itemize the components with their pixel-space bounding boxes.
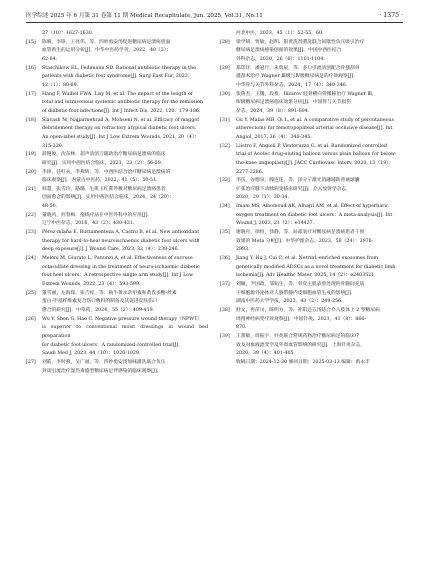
reference-line: 糖尿病足溃疡感染创面的效果[J]．中国中西医结合	[236, 48, 342, 54]
reference-line: 中华骨与关节外科杂志，2024，17（4）：340-346.	[236, 82, 348, 88]
reference-line: Gu Y, Malas MB, Qi L, et al. A comparative study of percutaneous	[236, 117, 394, 123]
reference-text	[42, 39, 208, 65]
reference-line: 董晓风，何春梅．拖线疗法在中医外科中的应用[J]．	[42, 212, 153, 218]
reference-number: [21]	[26, 186, 36, 192]
reference-item	[26, 117, 208, 152]
reference-line: 62-64.	[42, 56, 58, 62]
reference-line: 郑印详，潘冠月，朱瑞辰，等．多口引流清创配合骨搔刮骨	[236, 65, 360, 71]
reference-text	[42, 91, 208, 117]
reference-number: [36]	[220, 256, 230, 262]
reference-line: 薛艳俊，沈东林．超声清创刀辅助治疗糖尿病足溃疡的临床	[42, 152, 166, 158]
reference-line: 王蕾敏，周振宇．针灸联合常规药物治疗糖尿病足的临床疗	[236, 333, 360, 339]
reference-line: 临床观察[J]．内蒙古中医药，2022，41（5）：50-51.	[42, 178, 158, 184]
reference-item	[26, 91, 208, 117]
reference-line: deep exposure[J]. J Wound Care, 2023, 32（4）：238-246.	[42, 247, 180, 253]
reference-line: for diabetic foot ulcers：A randomized controlled trial[J].	[42, 342, 180, 348]
reference-number: [34]	[220, 204, 230, 210]
reference-item	[220, 307, 403, 333]
reference-item	[26, 169, 208, 186]
reference-line: Hang F, Waibel FWA, Lisy M, et al. The impact of the length of	[42, 91, 193, 97]
reference-item	[26, 255, 208, 290]
reference-item	[220, 333, 403, 359]
reference-number: [16]	[26, 65, 36, 71]
reference-text	[42, 316, 208, 359]
reference-item	[26, 186, 208, 212]
reference-line: ischemia[J]. Adv Healthc Mater, 2025, 14（2）：e2403521.	[236, 273, 376, 279]
reference-line: 愈合的研究[J]．中草药，2024，55（2）：409-419.	[42, 308, 155, 313]
reference-line: 干细胞源外泌体对人脐带静内皮细胞血管生成的影响[J]．	[236, 290, 356, 296]
reference-text	[236, 143, 403, 178]
reference-line: 创面愈合的影响[J]．实用中西医结合临床，2024，24（20）：	[42, 195, 174, 201]
reference-line: foot heel ulcers：A retrospective single arm study[J]. Int J Low	[42, 273, 194, 279]
reference-text	[236, 229, 403, 255]
left-column	[26, 30, 208, 376]
reference-text	[236, 281, 403, 307]
reference-line: trial of Acotec drug-eluting balloon versus plain balloon for below-	[236, 152, 397, 158]
reference-item	[26, 359, 208, 376]
reference-line: 刘皓，李时燕，吴广福，等．四妙勇安汤加味灌洗联合负压	[42, 359, 166, 365]
right-column	[220, 30, 403, 368]
reference-line: 周围神经病变疗效观察[J]．中国针灸，2021，41（8）：866-	[236, 316, 367, 322]
reference-number: [29]	[220, 65, 230, 71]
reference-item	[220, 117, 403, 143]
reference-line: 效果的 Meta 分析[J]．中华护理杂志，2023，58（24）：2976-	[236, 238, 374, 244]
reference-line: 陈晴，李铮，王亮伟，等．四妙勇安汤促进糖尿病足溃疡创面	[42, 39, 171, 45]
reference-line: Ⅳ级糖尿病足溃疡临床效果分析[J]．中国骨与关节损伤	[236, 100, 351, 106]
reference-item	[26, 212, 208, 229]
reference-line: 梁学斌，贾敏，赵明．银黄洗剂熏洗联合间歇性负压吸引治疗	[236, 39, 365, 45]
reference-line: 董雪丽，左海琛，张吉梓，等．载牛黄水杂甲素和黄氏多糖-丝素	[42, 290, 177, 296]
reference-item	[220, 39, 403, 65]
reference-line: 李伍，谷德泉，滕连连，等．泽分子激光消融辅助普通球囊	[236, 178, 360, 184]
reference-text	[236, 203, 403, 229]
reference-text	[236, 91, 403, 117]
reference-number: [31]	[220, 117, 230, 123]
reference-item	[220, 177, 403, 203]
reference-line: 315-320.	[42, 143, 64, 149]
reference-number: [25]	[26, 290, 36, 296]
reference-line: octasulfate dressing in the treatment of neuro-ischaemic diabetic	[42, 264, 200, 270]
reference-line: 12（1）：80-89.	[42, 82, 79, 88]
reference-number: [27]	[26, 359, 36, 365]
reference-text	[236, 307, 403, 333]
reference-line: 封闭引流治疗湿热毒盛型糖尿病足伴感染的临床观察[J]．	[42, 368, 162, 374]
reference-line: patients with diabetic foot syndrome[J]. Surg East Eur, 2023,	[42, 74, 190, 80]
reference-line: 舒文，冉萍川，陈明力，等．补阳还五汤结合介入肢体上 2 型糖尿病	[236, 308, 380, 313]
reference-line: genetically modified ADSCs as a novel treatment for diabetic limb	[236, 264, 396, 270]
journal-info: 医学综述 2025 年 6 月第 31 卷第 11 期 Medical Recapitulate, Jun. 2025, Vol.31, No.11	[26, 13, 263, 19]
reference-line: Saudi Med J, 2023, 44（10）：1020-1029.	[42, 351, 141, 357]
reference-line: is superior to conventional moist dressings in wound bed preparation	[42, 325, 208, 339]
reference-line: 扩张治疗膝下动脉病变临床研究[J]．介入放射学杂志，	[236, 186, 351, 192]
reference-line: 搔刮术治疗 Wagner Ⅲ级与Ⅳ级糖尿病足的疗效观察[J]．	[236, 74, 358, 80]
reference-line: therapy for hard-to-heal neuroischaemic diabetic foot ulcers with	[42, 238, 200, 244]
reference-item	[26, 151, 208, 168]
reference-line: Siavash M, Najjarmehrad A, Mohseni N, et al. Efficacy of maggot	[42, 117, 200, 123]
reference-line: Imam MS, Alhomoud AK, Alhajri AM, et al. Effect of hyperbaric	[236, 204, 389, 210]
reference-line: 刘颖，尹国政，邹韬生，等．骨皮主肌表预处理的骨髓间充质	[236, 282, 365, 288]
reference-line: Meloni M, Giurato L, Panunzi A, et al. Effectiveness of sucrose	[42, 256, 193, 262]
reference-line: Jiang Y, Hu J, Cui C, et al. Netrin1-enriched exosomes from	[236, 256, 378, 262]
reference-line: 48-50.	[42, 204, 58, 210]
reference-text	[42, 255, 208, 290]
reference-line: oxygen treatment on diabetic foot ulcers：A meta-analysis[J]. Int	[236, 212, 393, 218]
page-number: · 1375 ·	[379, 12, 403, 19]
reference-line: 谢晓舟，徐恒，徐静，等．局部氧疗对糖尿病足溃疡患者干预	[236, 230, 365, 236]
reference-line: 2020，39（4）：401-405.	[236, 351, 296, 357]
reference-item	[220, 229, 403, 255]
reference-number: [33]	[220, 178, 230, 184]
reference-item	[26, 39, 208, 65]
reference-text	[42, 117, 208, 152]
reference-text	[236, 65, 403, 91]
reference-text	[42, 290, 208, 316]
reference-line: 外科杂志，2020，26（6）：1101-1104.	[236, 56, 325, 62]
received-dates: 收稿日期：2024-12-30 修回日期：2025-03-13 编辑：禹永丰	[236, 359, 370, 365]
reference-item	[220, 143, 403, 178]
reference-text	[236, 117, 403, 143]
reference-line: Liistro F, Angioli P, Ventoruzzo G, et al. Randomized controlled	[236, 143, 387, 149]
reference-text	[42, 212, 208, 229]
reference-item	[26, 316, 208, 359]
reference-line: of diabetic foot infections[J]. Int J Infect Dis, 2022, 120：179-186.	[42, 108, 201, 114]
reference-number: [20]	[26, 169, 36, 175]
reference-line: Angiol, 2017, 36（4）：340-345.	[236, 134, 312, 140]
reference-item	[220, 203, 403, 229]
reference-line: 辽宁中医杂志，2016，43（2）：430-431.	[42, 221, 135, 227]
reference-line: 韩慧，张雪玲，路璐．生肌玉红膏外敷对糖尿病足溃疡患者	[42, 186, 166, 192]
reference-line: An open-label study[J]. Int J Low Extrem Wounds, 2021, 20（4）：	[42, 134, 199, 140]
reference-number: [17]	[26, 91, 36, 97]
reference-line: atherectomy for femoropopliteal arterial occlusive disease[J]. Int	[236, 126, 393, 132]
reference-text	[42, 169, 208, 186]
reference-line: Extrem Wounds, 2022, 23（4）：593-599.	[42, 282, 141, 288]
reference-number: [22]	[26, 212, 36, 218]
reference-number: [23]	[26, 230, 36, 236]
reference-number: [37]	[220, 282, 230, 288]
reference-text	[42, 229, 208, 255]
reference-line: 湖南中医药大学学报，2023，43（2）：249-256.	[236, 299, 343, 305]
reference-number: [18]	[26, 117, 36, 123]
reference-number: [32]	[220, 143, 230, 149]
reference-line: 蛋白-甲基纤维素复合伤口敷料的制备及其促进皮肤伤口	[42, 299, 158, 305]
reference-line: 效及对血液流变学及外周血管影响的研究[J]．上海针灸杂志，	[236, 342, 366, 348]
reference-number: [28]	[220, 39, 230, 45]
reference-line: total and intravenous systemic antibiotic therapy for the remission	[42, 100, 204, 106]
reference-line: Staschikow EL, Fedimann SD. Rational antibiotic therapy in the	[42, 65, 196, 71]
reference-text	[42, 359, 208, 376]
reference-item	[220, 255, 403, 281]
reference-number: [15]	[26, 39, 36, 45]
reference-item	[220, 91, 403, 117]
running-header	[26, 12, 403, 23]
reference-line: the-knee angioplasty[J]. JACC Cardiovasc Interv, 2020, 13（19）：	[236, 160, 394, 166]
reference-text	[236, 333, 403, 359]
reference-line: 2277-2286.	[236, 169, 264, 175]
reference-item	[26, 229, 208, 255]
reference-item	[220, 65, 403, 91]
reference-text	[236, 177, 403, 203]
reference-item	[220, 281, 403, 307]
reference-continuation: 27（10）：1627-1630.	[42, 31, 94, 36]
reference-number: [39]	[220, 333, 230, 339]
reference-item	[26, 65, 208, 91]
reference-line: debridement therapy on refractory atypical diabetic foot ulcers：	[42, 126, 200, 132]
reference-line: Wound J, 2023, 21（2）：e14427.	[236, 221, 315, 227]
reference-number: [30]	[220, 91, 230, 97]
reference-line: 2020，29（1）：30-34.	[236, 195, 289, 201]
reference-text	[42, 186, 208, 212]
reference-line: Pérez-mlaña E, Bustamenteza A, Castro B, et al. New antioxidant	[42, 230, 200, 236]
reference-number: [24]	[26, 256, 36, 262]
reference-number: [35]	[220, 230, 230, 236]
reference-line: 杂志，2024，39（8）：891-894.	[236, 108, 310, 114]
reference-number: [38]	[220, 308, 230, 313]
reference-text	[236, 255, 403, 281]
reference-text	[236, 39, 403, 65]
reference-text	[42, 65, 208, 91]
reference-text	[42, 151, 208, 168]
reference-line: Wu Y, Shen G, Hao C. Negative pressure wound therapy（NPWT）	[42, 316, 202, 322]
reference-line: 2983.	[236, 247, 250, 253]
reference-line: 血管新生的运用分析[J]．中华中医药学刊，2022，40（3）：	[42, 48, 171, 54]
reference-number: [19]	[26, 152, 36, 158]
reference-line: 李铮，任红兵，李燕辉，等．中西医结合治疗糖尿病足溃疡的	[42, 169, 171, 175]
reference-item	[26, 290, 208, 316]
reference-line: 张鲁杰，王魏，段祖．Ilizarov 胫骨横向骨搬移治疗 Wagner Ⅲ，	[236, 91, 377, 97]
reference-continuation: 河北中医，2023，45（1）：52-55，60.	[236, 31, 324, 36]
reference-number: [26]	[26, 316, 36, 322]
reference-line: 870.	[236, 325, 247, 331]
reference-line: 研究[J]．实用中西医结合临床，2023，23（2）：56-59.	[42, 160, 163, 166]
